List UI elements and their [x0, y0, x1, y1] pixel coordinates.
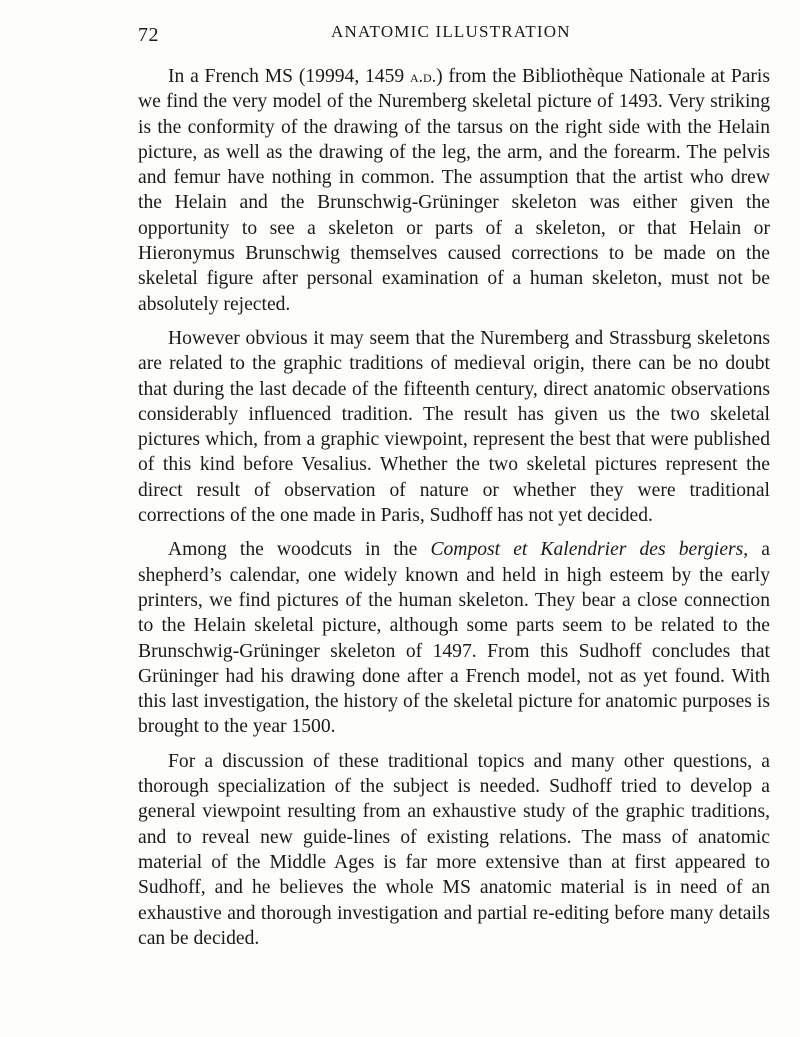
paragraph-3: [138, 537, 770, 739]
page-number: 72: [138, 24, 159, 46]
paragraph-2: However obvious it may seem that the Nuremberg and Strassburg skeletons are related to the graphic traditions of medieval origin, there can be no doubt that during the last decade of the fifteenth century, direct anatomic observations considerably influenced tradition. The result has given us the two skeletal pictures which, from a graphic viewpoint, represent the best that were published of this kind before Vesalius. Whether the two skeletal pictures represent the direct result of observation of nature or whether they were traditional corrections of the one made in Paris, Sudhoff has not yet decided.: [138, 327, 770, 527]
paragraph-1-start: In a French MS (19994, 1459: [168, 66, 410, 87]
paragraph-1: [138, 64, 770, 317]
era-abbreviation: a.d.: [409, 66, 437, 86]
body-text: [138, 64, 770, 951]
paragraph-3-rest: , a shepherd’s calendar, one widely known and held in high esteem by the early printers, we find pictures of the human skeleton. They bear a close connection to the Helain skeletal picture, although some parts seem to be related to the Brunschwig-Grüninger skeleton of 1497. From this Sudhoff concludes that Grüninger had his drawing done after a French model, not as yet found. With this last investigation, the history of the skeletal picture for anatomic purposes is brought to the year 1500.: [138, 539, 770, 738]
running-head: ANATOMIC ILLUSTRATION: [331, 22, 571, 41]
book-title: Compost et Kalendrier des bergiers: [430, 539, 744, 561]
paragraph-3-start: Among the woodcuts in the: [168, 539, 431, 561]
page-header: [138, 22, 770, 46]
paragraph-4: For a discussion of these traditional topics and many other questions, a thorough specialization of the subject is needed. Sudhoff tried to develop a general viewpoint resulting from an exhaustive study of the graphic traditions, and to reveal new guide-lines of existing relations. The mass of anatomic material of the Middle Ages is far more extensive than at first appeared to Sudhoff, and he believes the whole MS anatomic material is in need of an exhaustive and thorough investigation and partial re-editing before many details can be decided.: [138, 750, 770, 949]
paragraph-1-rest: ) from the Bibliothèque Nationale at Paris we find the very model of the Nuremberg skeletal picture of 1493. Very striking is the conformity of the drawing of the tarsus on the right side with the Helain picture, as well as the drawing of the leg, the arm, and the forearm. The pelvis and femur have nothing in common. The assumption that the artist who drew the Helain and the Brunschwig-Grüninger skeleton was either given the opportunity to see a skeleton or parts of a skeleton, or that Helain or Hieronymus Brunschwig themselves caused corrections to be made on the skeletal figure after personal examination of a human skeleton, must not be absolutely rejected.: [138, 66, 771, 315]
